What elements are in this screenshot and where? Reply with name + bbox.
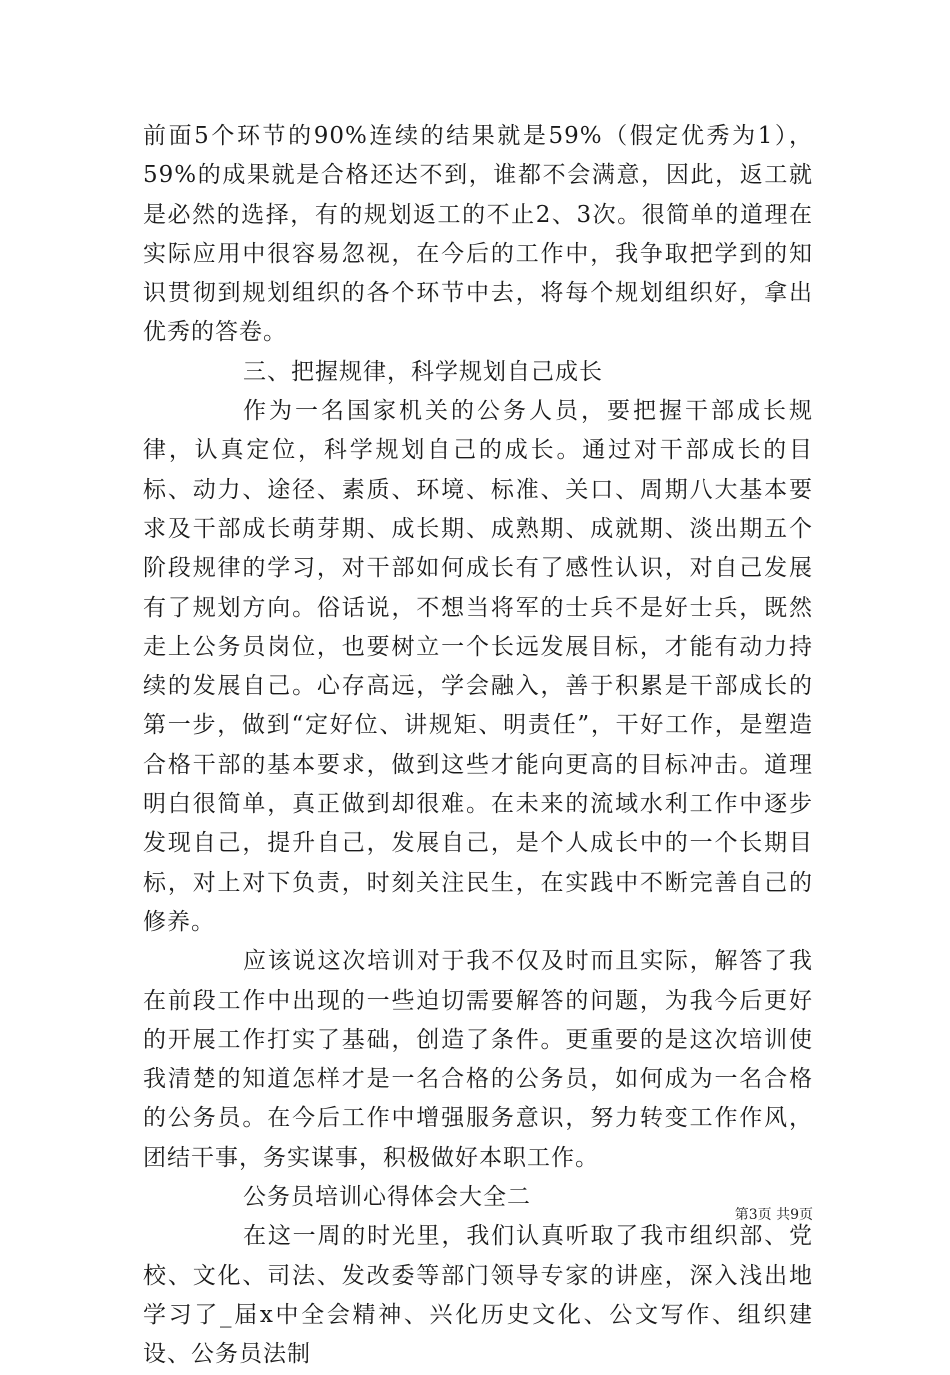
document-body: [143, 117, 813, 1375]
paragraph-growth: 作为一名国家机关的公务人员，要把握干部成长规律，认真定位，科学规划自己的成长。通过对干部成长的目标、动力、途径、素质、环境、标准、关口、周期八大基本要求及干部成长萌芽期、成长期、成熟期、成就期、淡出期五个阶段规律的学习，对干部如何成长有了感性认识，对自己发展有了规划方向。俗话说，不想当将军的士兵不是好士兵，既然走上公务员岗位，也要树立一个长远发展目标，才能有动力持续的发展自己。心存高远，学会融入，善于积累是干部成长的第一步，做到“定好位、讲规矩、明责任”，干好工作，是塑造合格干部的基本要求，做到这些才能向更高的目标冲击。道理明白很简单，真正做到却很难。在未来的流域水利工作中逐步发现自己，提升自己，发展自己，是个人成长中的一个长期目标，对上对下负责，时刻关注民生，在实践中不断完善自己的修养。: [143, 398, 813, 935]
page-number-footer: 第3页 共9页: [734, 1207, 813, 1223]
paragraph-continued: 前面5个环节的90%连续的结果就是59%（假定优秀为1），59%的成果就是合格还达不到，谁都不会满意，因此，返工就是必然的选择，有的规划返工的不止2、3次。很简单的道理在实际应用中很容易忽视，在今后的工作中，我争取把学到的知识贯彻到规划组织的各个环节中去，将每个规划组织好，拿出优秀的答卷。: [143, 123, 813, 346]
paragraph-week-study: 在这一周的时光里，我们认真听取了我市组织部、党校、文化、司法、发改委等部门领导专家的讲座，深入浅出地学习了_届x中全会精神、兴化历史文化、公文写作、组织建设、公务员法制: [143, 1223, 813, 1368]
section-heading-three: 三、把握规律，科学规划自己成长: [243, 358, 603, 385]
section-heading-two: 公务员培训心得体会大全二: [243, 1184, 531, 1211]
paragraph-conclusion: 应该说这次培训对于我不仅及时而且实际，解答了我在前段工作中出现的一些迫切需要解答的问题，为我今后更好的开展工作打实了基础，创造了条件。更重要的是这次培训使我清楚的知道怎样才是一名合格的公务员，如何成为一名合格的公务员。在今后工作中增强服务意识，努力转变工作作风，团结干事，务实谋事，积极做好本职工作。: [143, 948, 813, 1171]
